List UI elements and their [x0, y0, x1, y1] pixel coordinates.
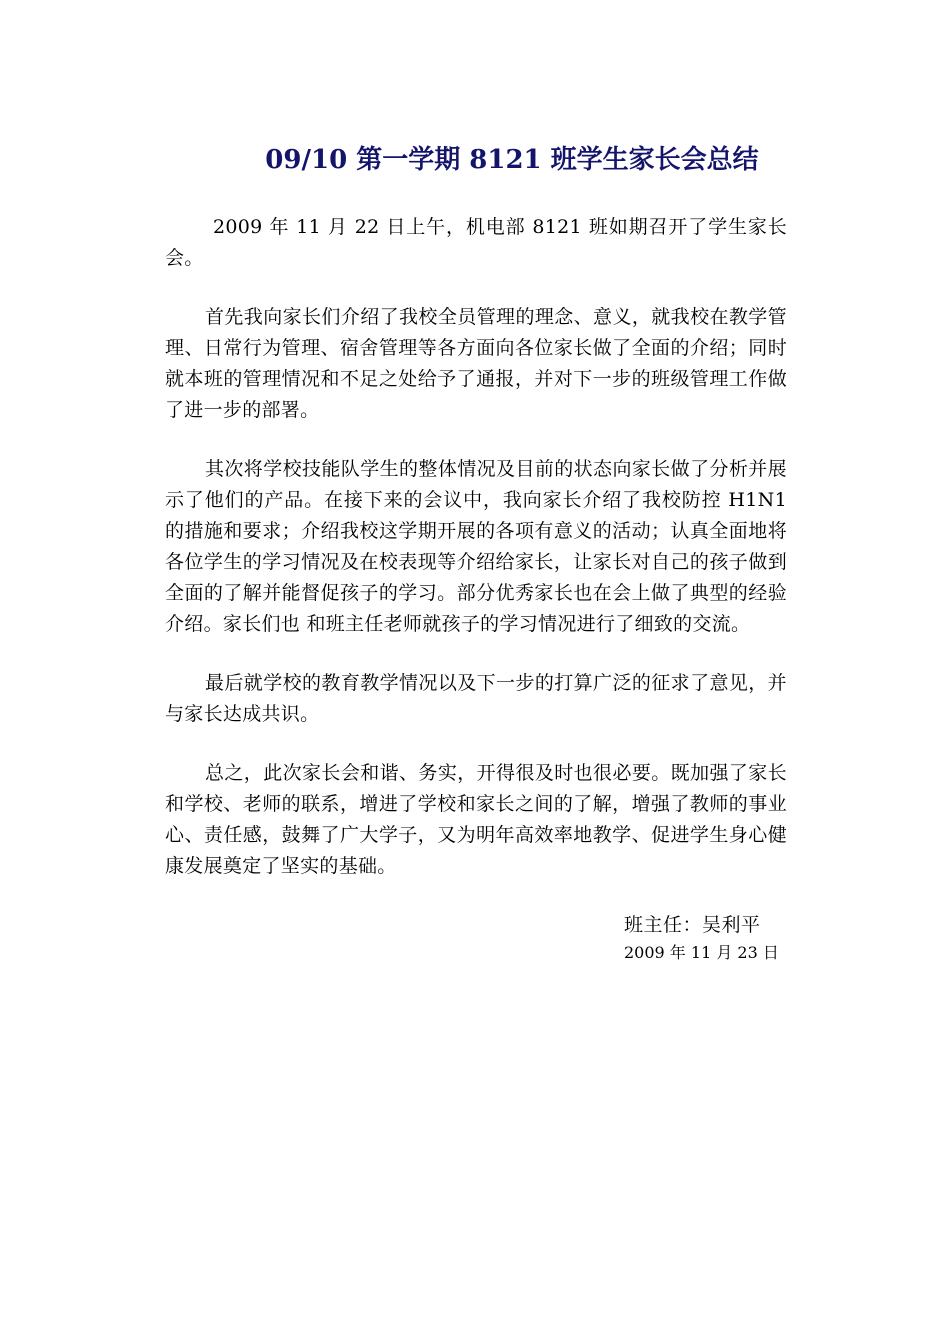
paragraph-last-point: 最后就学校的教育教学情况以及下一步的打算广泛的征求了意见，并与家长达成共识。	[165, 672, 787, 725]
paragraph-conclusion: 总之，此次家长会和谐、务实，开得很及时也很必要。既加强了家长和学校、老师的联系，增进了学校和家长之间的了解，增强了教师的事业心、责任感，鼓舞了广大学子，又为明年高效率地教学、促进学生身心健康发展奠定了坚实的基础。	[165, 762, 787, 877]
document-title: 09/10 第一学期 8121 班学生家长会总结	[265, 145, 759, 175]
paragraph-first-point: 首先我向家长们介绍了我校全员管理的理念、意义，就我校在教学管理、日常行为管理、宿舍管理等各方面向各位家长做了全面的介绍；同时就本班的管理情况和不足之处给予了通报，并对下一步的班级管理工作做了进一步的部署。	[165, 306, 787, 421]
signature-name: 班主任：吴利平	[624, 914, 761, 936]
signature-block	[624, 910, 824, 966]
paragraph-intro: 2009 年 11 月 22 日上午，机电部 8121 班如期召开了学生家长会。	[165, 216, 787, 269]
signature-date: 2009 年 11 月 23 日	[624, 943, 779, 962]
document-body	[165, 212, 787, 910]
paragraph-second-point: 其次将学校技能队学生的整体情况及目前的状态向家长做了分析并展示了他们的产品。在接下来的会议中，我向家长介绍了我校防控 H1N1 的措施和要求；介绍我校这学期开展的各项有意义的活动；认真全面地将各位学生的学习情况及在校表现等介绍给家长，让家长对自己的孩子做到全面的了解并能督促孩子的学习。部分优秀家长也在会上做了典型的经验介绍。家长们也 和班主任老师就孩子的学习情况进行了细致的交流。	[165, 458, 787, 635]
